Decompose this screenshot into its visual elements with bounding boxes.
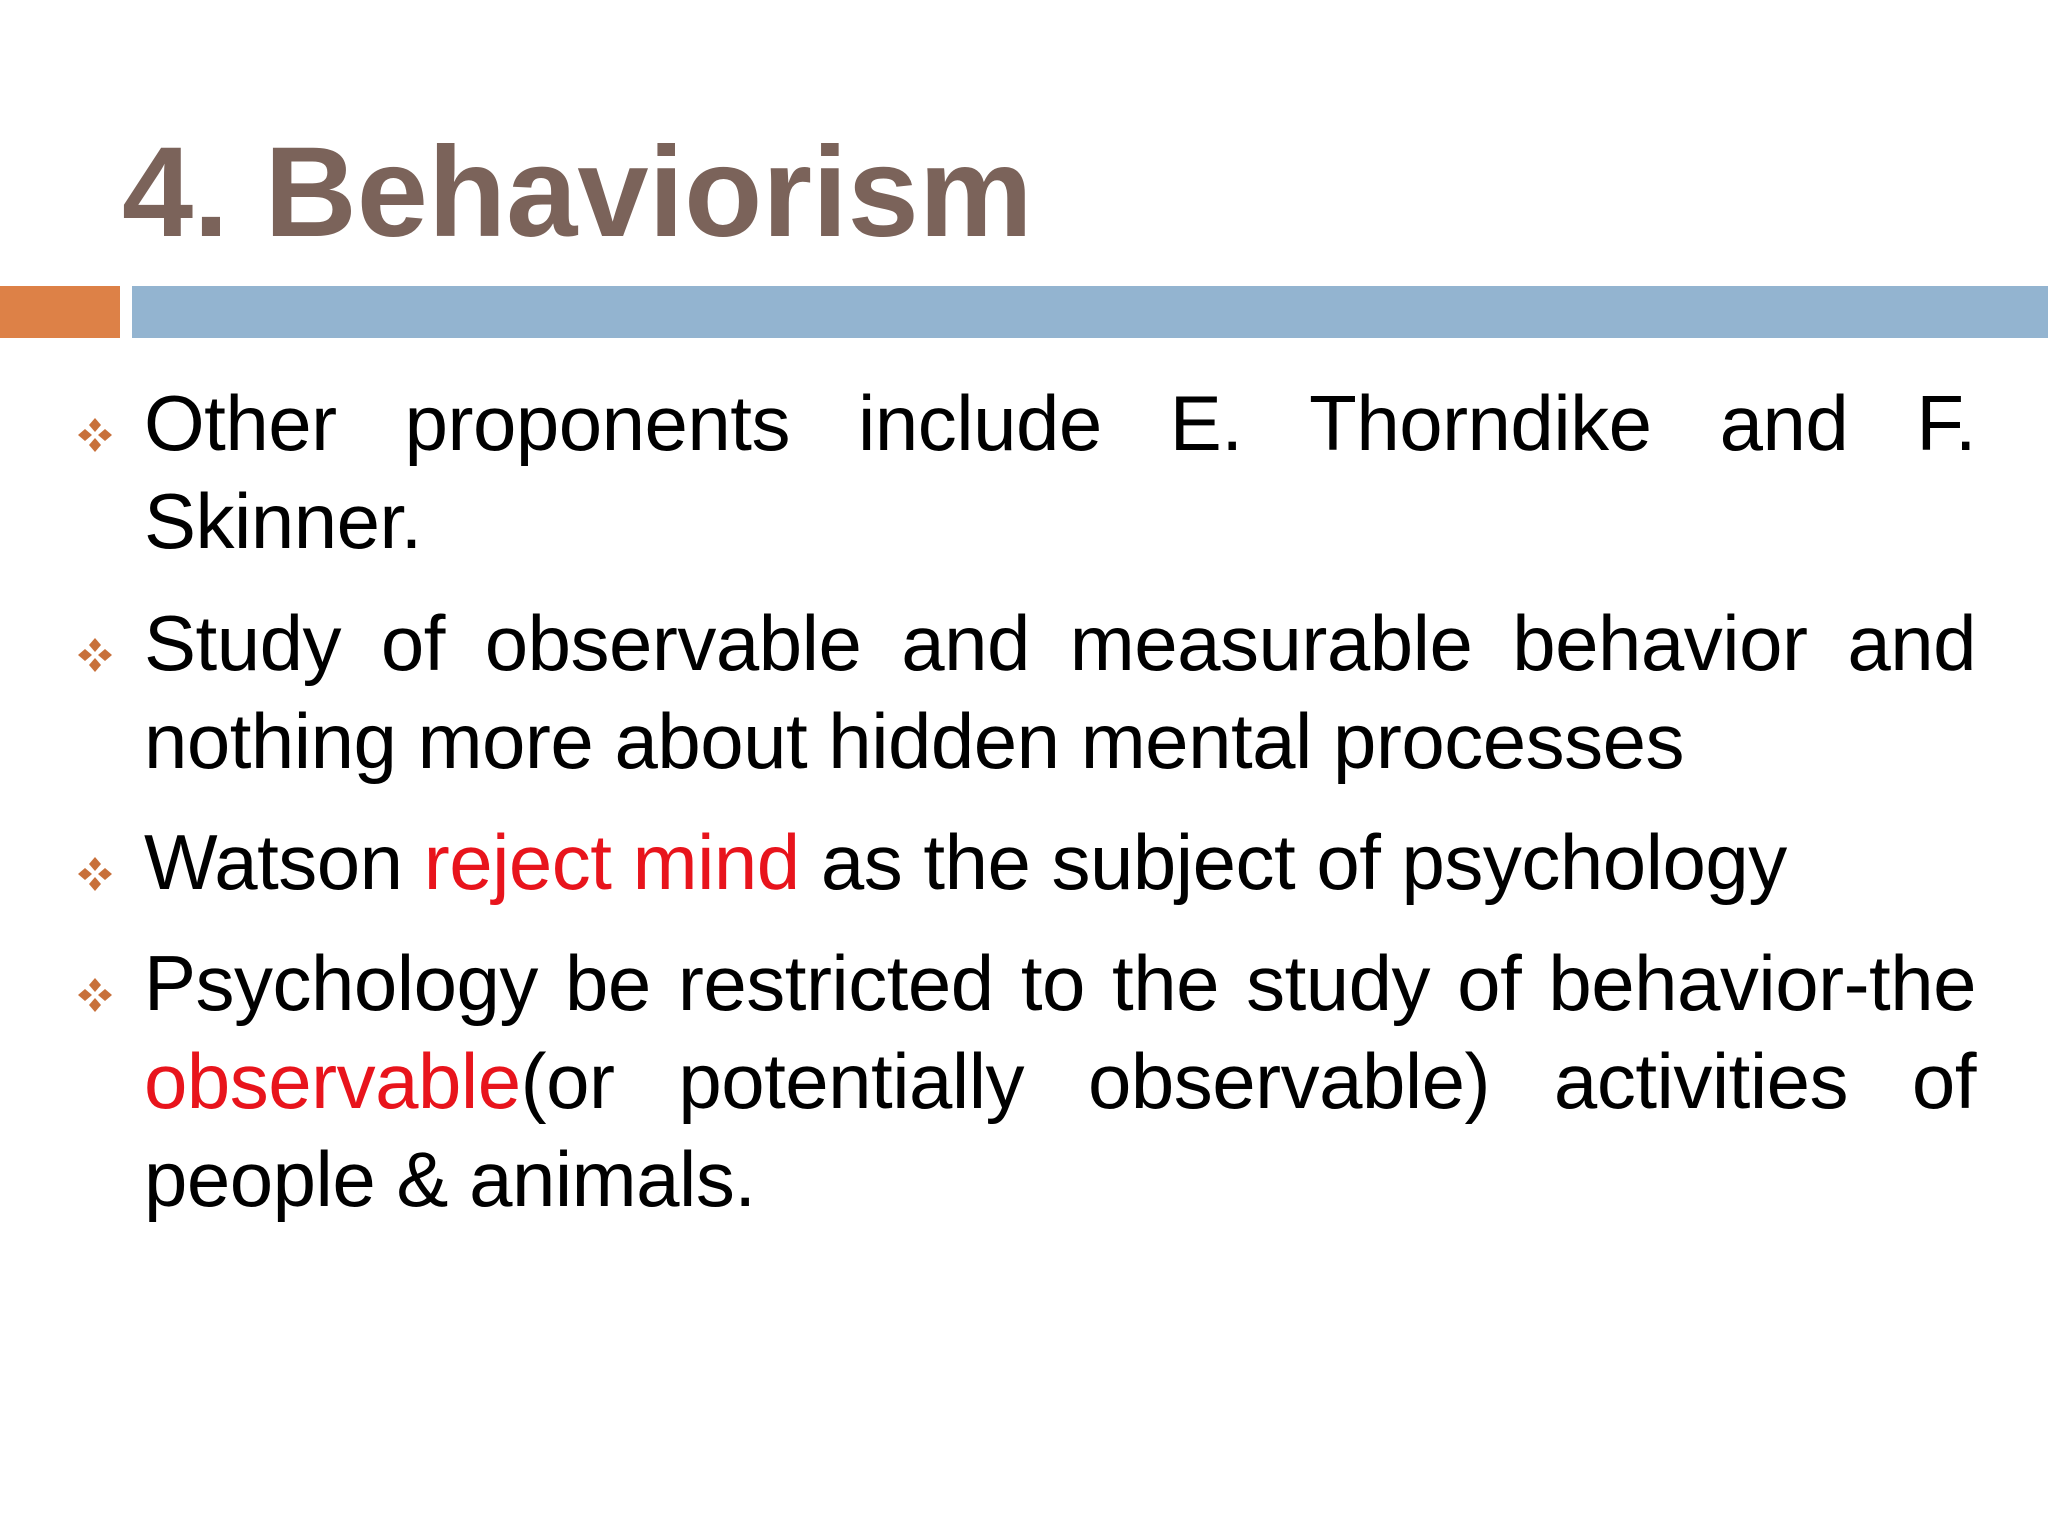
bullet-text: Study of observable and measurable behavior and nothing more about hidden mental processes [144, 599, 1976, 785]
bullet-item [144, 374, 1976, 570]
highlighted-text: observable [144, 1037, 521, 1125]
four-diamond-bullet-icon [74, 974, 116, 1016]
title-divider-bar [132, 286, 2048, 338]
bullet-item [144, 594, 1976, 790]
four-diamond-bullet-icon [74, 634, 116, 676]
bullet-item [144, 813, 1976, 911]
bullet-text: Other proponents include E. Thorndike and F. Skinner. [144, 379, 1976, 565]
four-diamond-bullet-icon [74, 853, 116, 895]
highlighted-text: reject mind [423, 818, 800, 906]
bullet-text: Psychology be restricted to the study of behavior-the [144, 939, 1976, 1027]
slide-title: 4. Behaviorism [122, 121, 1033, 264]
bullet-text: (or potentially observable) activities of people & animals. [144, 1037, 1976, 1223]
bullet-text: Watson [144, 818, 424, 906]
bullet-text: as the subject of psychology [799, 818, 1787, 906]
title-accent-bar [0, 286, 120, 338]
bullet-item [144, 934, 1976, 1228]
four-diamond-bullet-icon [74, 414, 116, 456]
